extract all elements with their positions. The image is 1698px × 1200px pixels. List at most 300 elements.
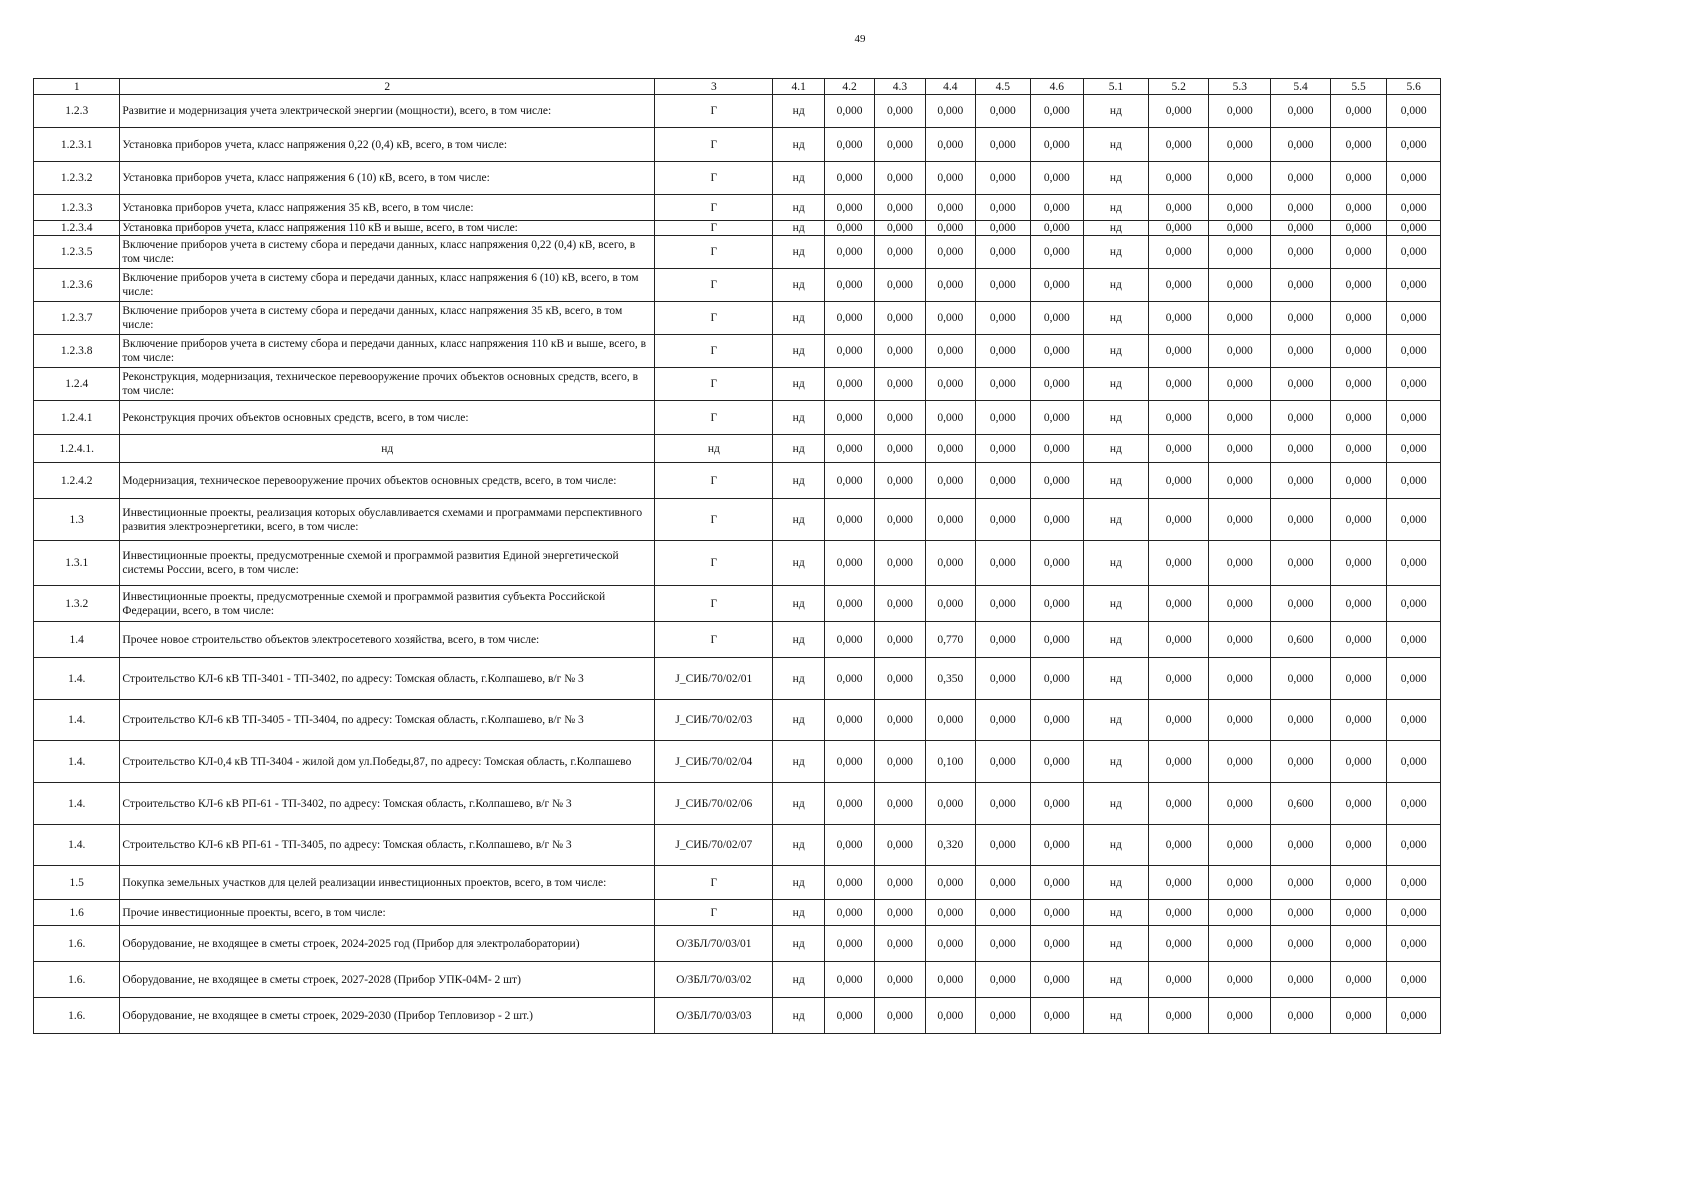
value-cell: 0,000	[1030, 269, 1083, 302]
value-cell: 0,000	[1209, 435, 1271, 463]
value-cell: 0,320	[925, 825, 975, 866]
project-id-cell: Г	[655, 195, 773, 221]
value-cell: 0,000	[976, 741, 1031, 783]
value-cell: 0,000	[1387, 221, 1441, 236]
value-cell: 0,000	[1387, 499, 1441, 541]
value-cell: 0,000	[1271, 499, 1331, 541]
value-cell: 0,000	[1271, 221, 1331, 236]
value-cell: 0,000	[824, 435, 874, 463]
value-cell: 0,000	[1330, 866, 1387, 900]
value-cell: 0,000	[1209, 269, 1271, 302]
value-cell: 0,000	[875, 368, 925, 401]
value-cell: 0,000	[824, 658, 874, 700]
value-cell: 0,000	[976, 269, 1031, 302]
value-cell: 0,000	[1387, 900, 1441, 926]
project-id-cell: О/ЗБЛ/70/03/02	[655, 962, 773, 998]
value-cell: 0,000	[925, 541, 975, 586]
project-id-cell: Г	[655, 302, 773, 335]
value-cell: 0,000	[1209, 658, 1271, 700]
value-cell: 0,000	[824, 128, 874, 162]
value-cell: 0,000	[1209, 586, 1271, 622]
value-cell: 0,000	[1030, 741, 1083, 783]
project-id-cell: нд	[655, 435, 773, 463]
value-cell: нд	[773, 541, 824, 586]
value-cell: 0,000	[976, 368, 1031, 401]
value-cell: 0,000	[824, 741, 874, 783]
value-cell: 0,000	[875, 499, 925, 541]
value-cell: 0,000	[1387, 825, 1441, 866]
value-cell: 0,000	[976, 162, 1031, 195]
row-code-cell: 1.2.3.7	[34, 302, 120, 335]
value-cell: 0,000	[1148, 825, 1209, 866]
value-cell: 0,000	[925, 302, 975, 335]
value-cell: 0,000	[875, 195, 925, 221]
value-cell: 0,000	[925, 195, 975, 221]
value-cell: 0,000	[1030, 95, 1083, 128]
value-cell: нд	[1084, 435, 1149, 463]
value-cell: 0,000	[1330, 435, 1387, 463]
project-id-cell: Г	[655, 221, 773, 236]
table-row	[34, 401, 1441, 435]
value-cell: 0,000	[1148, 926, 1209, 962]
value-cell: 0,000	[976, 95, 1031, 128]
value-cell: 0,000	[1330, 658, 1387, 700]
value-cell: 0,000	[1271, 926, 1331, 962]
value-cell: 0,000	[1148, 658, 1209, 700]
value-cell: 0,000	[1387, 335, 1441, 368]
value-cell: 0,000	[1209, 221, 1271, 236]
value-cell: нд	[1084, 541, 1149, 586]
value-cell: нд	[1084, 962, 1149, 998]
table-row	[34, 998, 1441, 1034]
value-cell: нд	[773, 783, 824, 825]
value-cell: нд	[773, 162, 824, 195]
table-row	[34, 195, 1441, 221]
value-cell: 0,000	[1330, 463, 1387, 499]
project-id-cell: Г	[655, 622, 773, 658]
row-code-cell: 1.6	[34, 900, 120, 926]
value-cell: 0,000	[824, 900, 874, 926]
row-code-cell: 1.4.	[34, 741, 120, 783]
value-cell: 0,000	[976, 866, 1031, 900]
value-cell: 0,000	[1148, 95, 1209, 128]
value-cell: нд	[773, 195, 824, 221]
row-code-cell: 1.2.3.8	[34, 335, 120, 368]
row-code-cell: 1.4	[34, 622, 120, 658]
table-row	[34, 700, 1441, 741]
value-cell: 0,000	[976, 586, 1031, 622]
value-cell: 0,000	[1148, 586, 1209, 622]
row-name-cell: Реконструкция, модернизация, техническое перевооружение прочих объектов основных средств, всего, в том числе:	[120, 368, 655, 401]
row-code-cell: 1.5	[34, 866, 120, 900]
value-cell: 0,000	[824, 368, 874, 401]
project-id-cell: Г	[655, 95, 773, 128]
investment-table-container	[33, 78, 1441, 1034]
value-cell: 0,000	[1030, 128, 1083, 162]
value-cell: 0,000	[875, 269, 925, 302]
value-cell: 0,100	[925, 741, 975, 783]
value-cell: 0,000	[976, 825, 1031, 866]
value-cell: 0,000	[1330, 368, 1387, 401]
value-cell: 0,000	[1209, 700, 1271, 741]
table-row	[34, 162, 1441, 195]
value-cell: нд	[1084, 658, 1149, 700]
row-code-cell: 1.4.	[34, 825, 120, 866]
value-cell: нд	[773, 499, 824, 541]
row-code-cell: 1.4.	[34, 658, 120, 700]
value-cell: 0,000	[824, 499, 874, 541]
value-cell: 0,000	[875, 962, 925, 998]
value-cell: 0,000	[925, 335, 975, 368]
value-cell: 0,000	[1271, 741, 1331, 783]
value-cell: 0,000	[1030, 825, 1083, 866]
value-cell: 0,000	[1030, 335, 1083, 368]
project-id-cell: Г	[655, 401, 773, 435]
value-cell: 0,000	[1330, 162, 1387, 195]
value-cell: нд	[773, 998, 824, 1034]
row-name-cell: Включение приборов учета в систему сбора и передачи данных, класс напряжения 0,22 (0,4) кВ, всего, в том числе:	[120, 236, 655, 269]
value-cell: нд	[773, 926, 824, 962]
row-code-cell: 1.2.4.1	[34, 401, 120, 435]
value-cell: 0,000	[1330, 128, 1387, 162]
value-cell: 0,000	[1209, 499, 1271, 541]
row-code-cell: 1.2.4.2	[34, 463, 120, 499]
value-cell: 0,000	[976, 658, 1031, 700]
project-id-cell: J_СИБ/70/02/06	[655, 783, 773, 825]
value-cell: 0,000	[875, 302, 925, 335]
value-cell: 0,000	[1387, 700, 1441, 741]
column-header: 5.5	[1330, 79, 1387, 95]
value-cell: 0,000	[875, 998, 925, 1034]
value-cell: 0,000	[1271, 962, 1331, 998]
value-cell: 0,000	[875, 586, 925, 622]
value-cell: 0,000	[824, 221, 874, 236]
value-cell: 0,000	[1387, 195, 1441, 221]
value-cell: 0,000	[824, 825, 874, 866]
value-cell: нд	[1084, 302, 1149, 335]
value-cell: нд	[1084, 128, 1149, 162]
value-cell: 0,000	[976, 541, 1031, 586]
value-cell: 0,000	[925, 95, 975, 128]
value-cell: 0,000	[824, 95, 874, 128]
table-row	[34, 302, 1441, 335]
value-cell: 0,000	[875, 825, 925, 866]
row-name-cell: Оборудование, не входящее в сметы строек, 2027-2028 (Прибор УПК-04М- 2 шт)	[120, 962, 655, 998]
value-cell: 0,000	[1330, 586, 1387, 622]
value-cell: нд	[1084, 900, 1149, 926]
row-name-cell: Реконструкция прочих объектов основных средств, всего, в том числе:	[120, 401, 655, 435]
value-cell: 0,000	[1330, 541, 1387, 586]
value-cell: 0,000	[1330, 221, 1387, 236]
value-cell: нд	[1084, 825, 1149, 866]
row-name-cell: Включение приборов учета в систему сбора и передачи данных, класс напряжения 35 кВ, всего, в том числе:	[120, 302, 655, 335]
value-cell: 0,000	[824, 541, 874, 586]
value-cell: 0,000	[1148, 622, 1209, 658]
value-cell: 0,000	[875, 541, 925, 586]
table-row	[34, 463, 1441, 499]
value-cell: 0,000	[1209, 302, 1271, 335]
value-cell: нд	[773, 335, 824, 368]
project-id-cell: Г	[655, 541, 773, 586]
row-code-cell: 1.2.4	[34, 368, 120, 401]
value-cell: 0,000	[1030, 700, 1083, 741]
project-id-cell: J_СИБ/70/02/01	[655, 658, 773, 700]
value-cell: 0,000	[976, 128, 1031, 162]
value-cell: нд	[773, 463, 824, 499]
project-id-cell: Г	[655, 162, 773, 195]
value-cell: 0,000	[824, 926, 874, 962]
value-cell: 0,000	[976, 463, 1031, 499]
row-name-cell: Оборудование, не входящее в сметы строек, 2029-2030 (Прибор Тепловизор - 2 шт.)	[120, 998, 655, 1034]
value-cell: 0,000	[976, 195, 1031, 221]
value-cell: 0,000	[875, 435, 925, 463]
value-cell: 0,000	[976, 622, 1031, 658]
value-cell: 0,000	[1271, 998, 1331, 1034]
value-cell: 0,000	[1209, 998, 1271, 1034]
row-code-cell: 1.2.3	[34, 95, 120, 128]
table-row	[34, 95, 1441, 128]
value-cell: 0,000	[925, 128, 975, 162]
value-cell: 0,000	[1271, 302, 1331, 335]
row-name-cell: нд	[120, 435, 655, 463]
value-cell: нд	[773, 95, 824, 128]
row-code-cell: 1.4.	[34, 700, 120, 741]
row-name-cell: Установка приборов учета, класс напряжения 35 кВ, всего, в том числе:	[120, 195, 655, 221]
value-cell: 0,000	[1330, 783, 1387, 825]
project-id-cell: J_СИБ/70/02/04	[655, 741, 773, 783]
value-cell: 0,770	[925, 622, 975, 658]
row-name-cell: Прочее новое строительство объектов электросетевого хозяйства, всего, в том числе:	[120, 622, 655, 658]
value-cell: 0,000	[1030, 195, 1083, 221]
value-cell: 0,000	[824, 195, 874, 221]
table-row	[34, 825, 1441, 866]
value-cell: 0,000	[875, 658, 925, 700]
value-cell: нд	[1084, 741, 1149, 783]
value-cell: 0,000	[875, 622, 925, 658]
value-cell: нд	[773, 128, 824, 162]
value-cell: 0,000	[925, 866, 975, 900]
column-header: 4.5	[976, 79, 1031, 95]
value-cell: 0,000	[1209, 335, 1271, 368]
value-cell: 0,000	[1030, 962, 1083, 998]
column-header: 1	[34, 79, 120, 95]
project-id-cell: Г	[655, 499, 773, 541]
value-cell: 0,600	[1271, 783, 1331, 825]
value-cell: нд	[773, 700, 824, 741]
value-cell: 0,000	[1148, 236, 1209, 269]
table-row	[34, 658, 1441, 700]
column-header: 5.6	[1387, 79, 1441, 95]
value-cell: нд	[773, 435, 824, 463]
column-header: 5.3	[1209, 79, 1271, 95]
value-cell: 0,000	[1330, 302, 1387, 335]
project-id-cell: Г	[655, 463, 773, 499]
value-cell: 0,000	[1271, 95, 1331, 128]
row-name-cell: Строительство КЛ-6 кВ РП-61 - ТП-3405, по адресу: Томская область, г.Колпашево, в/г № 3	[120, 825, 655, 866]
row-name-cell: Установка приборов учета, класс напряжения 110 кВ и выше, всего, в том числе:	[120, 221, 655, 236]
value-cell: нд	[773, 302, 824, 335]
project-id-cell: Г	[655, 866, 773, 900]
value-cell: 0,000	[925, 236, 975, 269]
value-cell: 0,000	[875, 401, 925, 435]
value-cell: 0,350	[925, 658, 975, 700]
value-cell: 0,000	[1148, 128, 1209, 162]
project-id-cell: Г	[655, 128, 773, 162]
value-cell: нд	[1084, 499, 1149, 541]
value-cell: 0,000	[1387, 302, 1441, 335]
value-cell: нд	[1084, 622, 1149, 658]
row-name-cell: Прочие инвестиционные проекты, всего, в том числе:	[120, 900, 655, 926]
value-cell: 0,000	[1030, 368, 1083, 401]
value-cell: нд	[1084, 269, 1149, 302]
row-code-cell: 1.4.	[34, 783, 120, 825]
table-row	[34, 435, 1441, 463]
value-cell: нд	[773, 962, 824, 998]
value-cell: 0,000	[1271, 401, 1331, 435]
value-cell: 0,000	[1148, 401, 1209, 435]
value-cell: 0,000	[824, 962, 874, 998]
value-cell: 0,000	[925, 586, 975, 622]
value-cell: 0,000	[1387, 401, 1441, 435]
value-cell: 0,000	[875, 128, 925, 162]
row-code-cell: 1.3	[34, 499, 120, 541]
table-body	[34, 95, 1441, 1034]
value-cell: 0,000	[824, 335, 874, 368]
value-cell: нд	[1084, 783, 1149, 825]
row-code-cell: 1.6.	[34, 962, 120, 998]
value-cell: 0,000	[976, 499, 1031, 541]
value-cell: 0,000	[925, 162, 975, 195]
table-row	[34, 741, 1441, 783]
value-cell: нд	[773, 866, 824, 900]
column-header: 2	[120, 79, 655, 95]
table-row	[34, 221, 1441, 236]
value-cell: 0,000	[1209, 95, 1271, 128]
table-row	[34, 622, 1441, 658]
value-cell: 0,000	[1271, 825, 1331, 866]
value-cell: 0,000	[875, 221, 925, 236]
value-cell: 0,000	[1271, 586, 1331, 622]
row-name-cell: Оборудование, не входящее в сметы строек, 2024-2025 год (Прибор для электролаборатории)	[120, 926, 655, 962]
value-cell: 0,000	[1148, 195, 1209, 221]
value-cell: 0,000	[1330, 269, 1387, 302]
value-cell: 0,000	[925, 783, 975, 825]
value-cell: 0,000	[1209, 741, 1271, 783]
column-header: 4.3	[875, 79, 925, 95]
value-cell: 0,000	[976, 335, 1031, 368]
value-cell: нд	[773, 401, 824, 435]
value-cell: 0,000	[875, 741, 925, 783]
value-cell: 0,000	[976, 998, 1031, 1034]
value-cell: 0,000	[1330, 962, 1387, 998]
value-cell: 0,000	[1271, 162, 1331, 195]
value-cell: 0,000	[1209, 825, 1271, 866]
value-cell: 0,000	[1030, 866, 1083, 900]
row-code-cell: 1.3.2	[34, 586, 120, 622]
value-cell: нд	[1084, 368, 1149, 401]
value-cell: 0,000	[976, 900, 1031, 926]
value-cell: 0,000	[976, 962, 1031, 998]
value-cell: 0,000	[925, 926, 975, 962]
value-cell: 0,000	[1271, 335, 1331, 368]
value-cell: 0,000	[1148, 998, 1209, 1034]
value-cell: 0,000	[1030, 221, 1083, 236]
table-row	[34, 962, 1441, 998]
table-row	[34, 335, 1441, 368]
value-cell: 0,000	[1148, 541, 1209, 586]
row-name-cell: Развитие и модернизация учета электрической энергии (мощности), всего, в том числе:	[120, 95, 655, 128]
value-cell: 0,000	[1209, 195, 1271, 221]
project-id-cell: J_СИБ/70/02/03	[655, 700, 773, 741]
value-cell: 0,000	[875, 236, 925, 269]
value-cell: 0,000	[976, 236, 1031, 269]
column-header: 4.2	[824, 79, 874, 95]
value-cell: 0,000	[1148, 741, 1209, 783]
value-cell: 0,000	[1330, 335, 1387, 368]
value-cell: 0,000	[1148, 962, 1209, 998]
value-cell: 0,000	[1387, 236, 1441, 269]
value-cell: 0,000	[1330, 998, 1387, 1034]
value-cell: 0,600	[1271, 622, 1331, 658]
project-id-cell: Г	[655, 586, 773, 622]
value-cell: 0,000	[1030, 622, 1083, 658]
value-cell: 0,000	[976, 401, 1031, 435]
value-cell: нд	[1084, 95, 1149, 128]
value-cell: 0,000	[1030, 926, 1083, 962]
row-code-cell: 1.6.	[34, 998, 120, 1034]
row-name-cell: Строительство КЛ-6 кВ ТП-3405 - ТП-3404, по адресу: Томская область, г.Колпашево, в/г № 3	[120, 700, 655, 741]
value-cell: 0,000	[925, 401, 975, 435]
value-cell: 0,000	[1030, 302, 1083, 335]
value-cell: 0,000	[1030, 435, 1083, 463]
value-cell: 0,000	[824, 586, 874, 622]
value-cell: 0,000	[925, 269, 975, 302]
value-cell: 0,000	[1330, 741, 1387, 783]
row-name-cell: Включение приборов учета в систему сбора и передачи данных, класс напряжения 110 кВ и выше, всего, в том числе:	[120, 335, 655, 368]
value-cell: 0,000	[1271, 463, 1331, 499]
row-code-cell: 1.3.1	[34, 541, 120, 586]
value-cell: 0,000	[1387, 658, 1441, 700]
page-number: 49	[854, 33, 866, 45]
value-cell: 0,000	[1330, 900, 1387, 926]
value-cell: 0,000	[1271, 435, 1331, 463]
value-cell: 0,000	[875, 335, 925, 368]
column-header: 3	[655, 79, 773, 95]
value-cell: нд	[773, 900, 824, 926]
value-cell: 0,000	[1148, 162, 1209, 195]
value-cell: 0,000	[1209, 900, 1271, 926]
value-cell: 0,000	[1271, 700, 1331, 741]
value-cell: 0,000	[1271, 269, 1331, 302]
value-cell: 0,000	[1330, 195, 1387, 221]
value-cell: 0,000	[1387, 926, 1441, 962]
value-cell: 0,000	[824, 401, 874, 435]
value-cell: 0,000	[1030, 541, 1083, 586]
value-cell: 0,000	[875, 95, 925, 128]
table-row	[34, 541, 1441, 586]
value-cell: 0,000	[1148, 783, 1209, 825]
value-cell: 0,000	[1330, 236, 1387, 269]
row-name-cell: Строительство КЛ-6 кВ РП-61 - ТП-3402, по адресу: Томская область, г.Колпашево, в/г № 3	[120, 783, 655, 825]
value-cell: 0,000	[875, 463, 925, 499]
value-cell: нд	[1084, 162, 1149, 195]
value-cell: 0,000	[1387, 741, 1441, 783]
value-cell: 0,000	[1148, 335, 1209, 368]
project-id-cell: Г	[655, 236, 773, 269]
value-cell: 0,000	[1330, 825, 1387, 866]
value-cell: 0,000	[1209, 401, 1271, 435]
value-cell: нд	[1084, 866, 1149, 900]
